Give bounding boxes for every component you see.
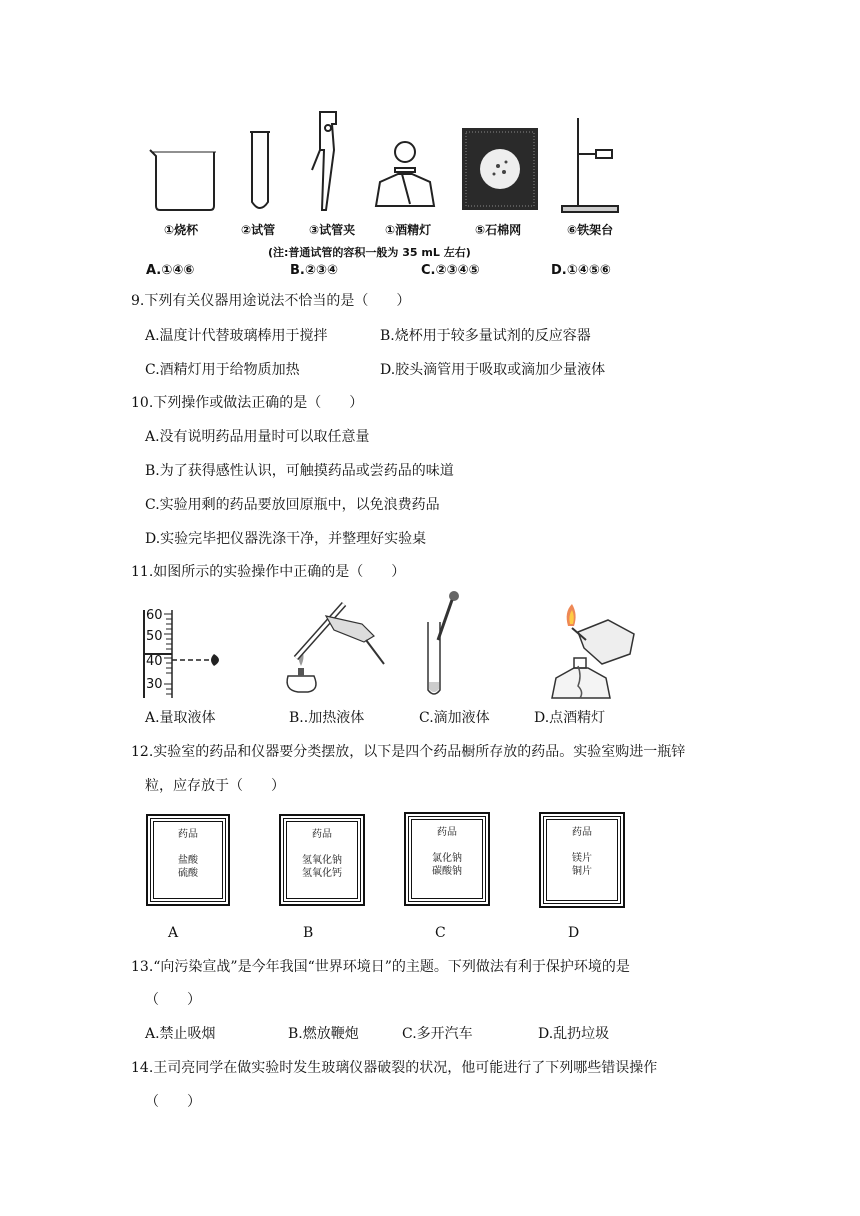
cabinet-b-title: 药品 [312,829,332,840]
cabinet-c-letter: C [435,925,446,941]
test-tube-holder-drawing [312,112,336,210]
scale-60: 60 [146,608,163,623]
q14-stem-line1: 14.王司亮同学在做实验时发生玻璃仪器破裂的状况，他可能进行了下列哪些错误操作 [131,1060,658,1076]
beaker-drawing [150,150,216,210]
q9-stem: 9.下列有关仪器用途说法不恰当的是（ ） [131,293,411,309]
q11-option-b[interactable]: B..加热液体 [289,710,365,726]
q13-stem-line1: 13.“向污染宣战”是今年我国“世界环境日”的主题。下列做法有利于保护环境的是 [131,959,630,975]
q10-option-d[interactable]: D.实验完毕把仪器洗涤干净，并整理好实验桌 [145,531,427,547]
q10-option-b[interactable]: B.为了获得感性认识，可触摸药品或尝药品的味道 [145,463,454,479]
cabinet-b-letter: B [303,925,314,941]
instrument-label-4: ①酒精灯 [385,223,432,237]
instrument-label-6: ⑥铁架台 [567,223,614,237]
scale-50: 50 [146,629,163,644]
cabinet-a[interactable] [150,818,226,902]
q9-option-a[interactable]: A.温度计代替玻璃棒用于搅拌 [145,328,328,344]
scale-30: 30 [146,677,163,692]
q12-stem-line1: 12.实验室的药品和仪器要分类摆放，以下是四个药品橱所存放的药品。实验室购进一瓶锌 [131,744,686,760]
cabinet-b[interactable] [283,818,361,902]
cabinet-b-line1: 氢氧化钠 [302,855,342,866]
q13-stem-line2: （ ） [145,992,201,1008]
dropper-figure [420,590,470,702]
q10-option-a[interactable]: A.没有说明药品用量时可以取任意量 [145,429,370,445]
q8-option-c[interactable]: C.②③④⑤ [421,263,480,278]
cabinet-c[interactable] [408,816,486,902]
q13-option-b[interactable]: B.燃放鞭炮 [288,1026,359,1042]
q8-option-b[interactable]: B.②③④ [290,263,338,278]
cabinet-a-title: 药品 [178,829,198,840]
q13-option-d[interactable]: D.乱扔垃圾 [538,1026,610,1042]
instrument-label-2: ②试管 [241,223,276,237]
cabinet-a-letter: A [168,925,179,941]
q11-option-d[interactable]: D.点酒精灯 [534,710,606,726]
q11-stem: 11.如图所示的实验操作中正确的是（ ） [131,564,406,580]
instrument-note: (注:普通试管的容积一般为 35 mL 左右) [268,246,471,259]
scale-40: 40 [146,654,163,669]
q13-option-a[interactable]: A.禁止吸烟 [145,1026,216,1042]
instrument-figure [140,110,640,220]
cabinet-d-letter: D [568,925,580,941]
q10-stem: 10.下列操作或做法正确的是（ ） [131,395,364,411]
cabinet-d-line2: 铜片 [572,866,592,877]
test-tube-drawing [250,132,270,208]
instrument-label-1: ①烧杯 [164,223,199,237]
q9-option-b[interactable]: B.烧杯用于较多量试剂的反应容器 [380,328,591,344]
cabinet-c-line1: 氯化钠 [432,853,462,864]
instrument-label-3: ③试管夹 [309,223,356,237]
lamp-lighting-figure [538,604,638,704]
cabinet-c-title: 药品 [437,827,457,838]
cabinet-a-line1: 盐酸 [178,855,198,866]
q9-option-d[interactable]: D.胶头滴管用于吸取或滴加少量液体 [380,362,606,378]
q11-option-c[interactable]: C.滴加液体 [419,710,490,726]
q9-option-c[interactable]: C.酒精灯用于给物质加热 [145,362,300,378]
cabinet-c-line2: 碳酸钠 [432,866,462,877]
q10-option-c[interactable]: C.实验用剩的药品要放回原瓶中，以免浪费药品 [145,497,440,513]
q8-option-d[interactable]: D.①④⑤⑥ [551,263,611,278]
heating-liquid-figure [274,596,394,702]
cabinet-d[interactable] [543,816,621,904]
cabinet-d-line1: 镁片 [572,853,592,864]
q14-stem-line2: （ ） [145,1094,201,1110]
iron-stand-drawing [562,118,618,212]
cabinet-d-title: 药品 [572,827,592,838]
cabinet-b-line2: 氢氧化钙 [302,868,342,879]
instrument-label-5: ⑤石棉网 [475,223,522,237]
alcohol-lamp-drawing [376,142,434,206]
q13-option-c[interactable]: C.多开汽车 [402,1026,473,1042]
q8-option-a[interactable]: A.①④⑥ [146,263,195,278]
asbestos-gauze-drawing [462,128,538,210]
q12-stem-line2: 粒，应存放于（ ） [145,778,285,794]
cabinet-a-line2: 硫酸 [178,868,198,879]
q11-option-a[interactable]: A.量取液体 [145,710,216,726]
